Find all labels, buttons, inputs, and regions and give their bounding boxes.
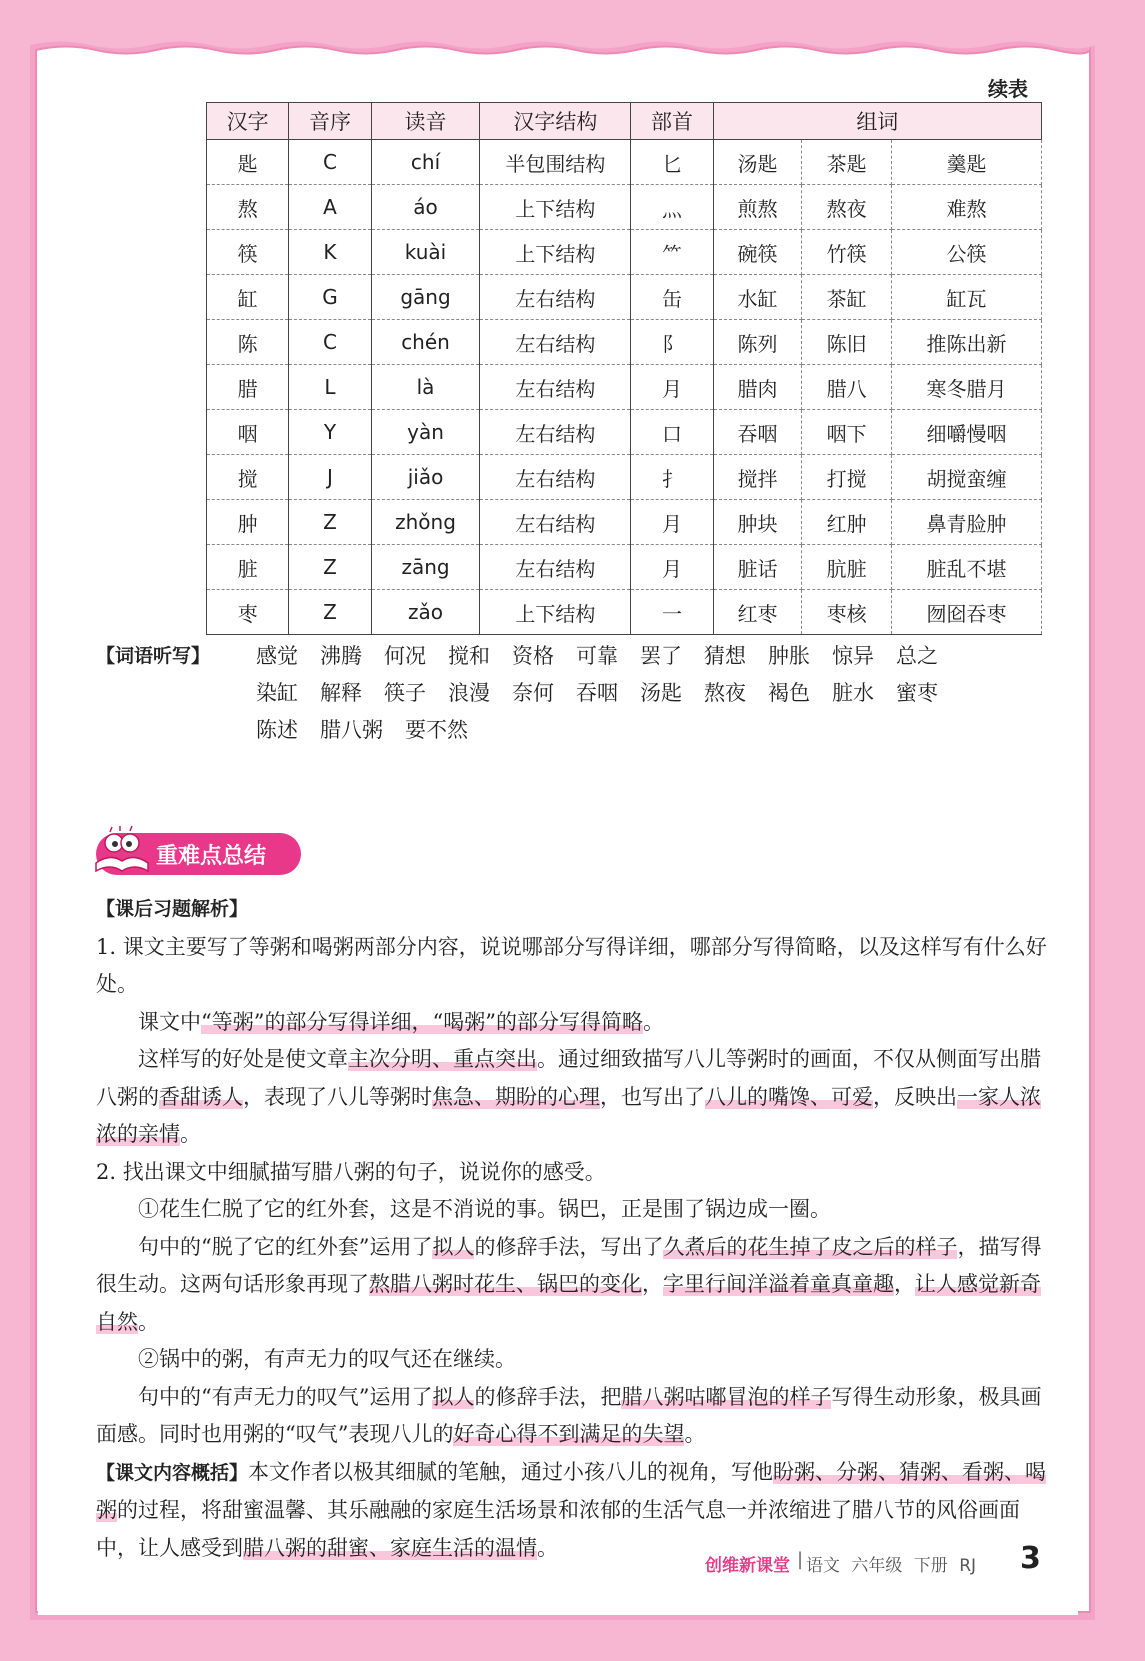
header-words: 组词 <box>713 103 1041 140</box>
table-header-row <box>207 103 1042 140</box>
dictation-word: 陈述 <box>256 718 298 742</box>
header-structure: 汉字结构 <box>480 103 631 140</box>
cell-radical: 匕 <box>631 140 713 185</box>
dictation-word: 惊异 <box>832 644 874 668</box>
highlight-run: 让人感觉新奇自然 <box>96 1272 1041 1334</box>
text-run: 。 <box>138 1309 159 1334</box>
cell-word: 寒冬腊月 <box>892 365 1042 410</box>
cell-radical: 扌 <box>631 455 713 500</box>
sentence-1: ①花生仁脱了它的红外套，这是不消说的事。锅巴，正是围了锅边成一圈。 <box>138 1197 831 1221</box>
dictation-row <box>256 675 960 712</box>
header-radical: 部首 <box>631 103 713 140</box>
text-run: 的过程，将甜蜜温馨、其乐融融的家庭生活场景和浓郁的生活气息一并浓缩进了腊八节的风俗画面中，让人感受到 <box>96 1498 1020 1560</box>
table-row <box>207 275 1042 320</box>
question-2: 2. 找出课文中细腻描写腊八粥的句子，说说你的感受。 <box>96 1159 606 1184</box>
dictation-word: 蜜枣 <box>896 681 938 705</box>
footer-info: 语文 六年级 下册 RJ <box>806 1556 977 1576</box>
cell-word: 囫囵吞枣 <box>892 590 1042 635</box>
header-index: 音序 <box>289 103 371 140</box>
text-run: 这样写的好处是使文章 <box>138 1047 348 1071</box>
highlight-run: 一家人浓浓的亲情 <box>96 1084 1041 1146</box>
text-run: ， <box>642 1272 663 1296</box>
cell-word: 茶匙 <box>802 140 892 185</box>
text-run: 。 <box>642 1009 664 1034</box>
text-run: 句中的“脱了它的红外套”运用了 <box>138 1234 433 1259</box>
text-run: 写得生动形象，极具画面感。同时也用粥的“叹气”表现八儿的 <box>96 1384 1042 1446</box>
cell-word: 水缸 <box>713 275 802 320</box>
cell-word: 鼻青脸肿 <box>892 500 1042 545</box>
character-table <box>206 102 1042 635</box>
table-row <box>207 455 1042 500</box>
cell-pinyin: jiǎo <box>371 455 480 500</box>
cell-radical: 月 <box>631 500 713 545</box>
cell-structure: 左右结构 <box>480 320 631 365</box>
cell-word: 陈列 <box>713 320 802 365</box>
table-body <box>207 140 1042 635</box>
header-pinyin: 读音 <box>371 103 480 140</box>
cell-word: 肿块 <box>713 500 802 545</box>
cell-structure: 半包围结构 <box>480 140 631 185</box>
text-run: ，也写出了 <box>600 1084 705 1109</box>
highlight-run: 熬腊八粥时花生、锅巴的变化 <box>369 1272 642 1296</box>
cell-word: 腊八 <box>802 365 892 410</box>
cell-char: 筷 <box>207 230 289 275</box>
table-row <box>207 590 1042 635</box>
cell-word: 陈旧 <box>802 320 892 365</box>
cell-structure: 左右结构 <box>480 455 631 500</box>
highlight-run: 拟人 <box>432 1234 475 1259</box>
table-row <box>207 410 1042 455</box>
table-row <box>207 230 1042 275</box>
cell-word: 胡搅蛮缠 <box>892 455 1042 500</box>
cell-word: 细嚼慢咽 <box>892 410 1042 455</box>
table-row <box>207 320 1042 365</box>
dictation-words <box>256 638 960 749</box>
text-run: 的修辞手法，写出了 <box>474 1234 664 1259</box>
table-row <box>207 545 1042 590</box>
cell-index: K <box>289 230 371 275</box>
cell-pinyin: chí <box>371 140 480 185</box>
cell-index: Z <box>289 500 371 545</box>
text-run: 。通过细致描写八儿等粥时的画面，不仅从侧面写出腊八粥的 <box>96 1047 1041 1109</box>
cell-index: C <box>289 320 371 365</box>
text-run: ，描写得很生动。这两句话形象再现了 <box>96 1234 1042 1296</box>
table-row <box>207 185 1042 230</box>
dictation-word: 感觉 <box>256 644 298 668</box>
cell-char: 熬 <box>207 185 289 230</box>
header-char: 汉字 <box>207 103 289 140</box>
cell-radical: 口 <box>631 410 713 455</box>
cell-pinyin: zhǒng <box>371 500 480 545</box>
cell-word: 汤匙 <box>713 140 802 185</box>
dictation-word: 资格 <box>512 644 554 668</box>
cell-pinyin: yàn <box>371 410 480 455</box>
cell-word: 吞咽 <box>713 410 802 455</box>
cell-word: 公筷 <box>892 230 1042 275</box>
text-run: 本文作者以极其细腻的笔触，通过小孩八儿的视角，写他 <box>248 1459 774 1484</box>
highlight-run: 拟人 <box>432 1384 475 1409</box>
cell-char: 肿 <box>207 500 289 545</box>
highlight-run: 字里行间洋溢着童真童趣 <box>663 1272 894 1296</box>
cell-char: 咽 <box>207 410 289 455</box>
cell-word: 茶缸 <box>802 275 892 320</box>
highlight-run: 好奇心得不到满足的失望 <box>453 1422 685 1446</box>
text-run: ， <box>894 1272 915 1296</box>
cell-word: 枣核 <box>802 590 892 635</box>
cell-index: G <box>289 275 371 320</box>
cell-word: 腊肉 <box>713 365 802 410</box>
exercise-label: 【课后习题解析】 <box>96 898 249 920</box>
cell-index: Z <box>289 590 371 635</box>
cell-pinyin: áo <box>371 185 480 230</box>
text-run: 。 <box>684 1422 706 1446</box>
highlight-run: 久煮后的花生掉了皮之后的样子 <box>663 1234 958 1259</box>
cell-word: 推陈出新 <box>892 320 1042 365</box>
text-run: ，表现了八儿等粥时 <box>243 1084 432 1109</box>
dictation-word: 汤匙 <box>640 681 682 705</box>
cell-word: 肮脏 <box>802 545 892 590</box>
cell-index: Z <box>289 545 371 590</box>
dictation-row <box>256 638 960 675</box>
cell-pinyin: chén <box>371 320 480 365</box>
footer-separator: | <box>797 1549 804 1570</box>
answer-1a <box>96 1004 1048 1042</box>
dictation-word: 浪漫 <box>448 681 490 705</box>
cell-word: 碗筷 <box>713 230 802 275</box>
cell-word: 脏话 <box>713 545 802 590</box>
cell-pinyin: zāng <box>371 545 480 590</box>
dictation-word: 猜想 <box>704 644 746 668</box>
cell-pinyin: là <box>371 365 480 410</box>
text-run: ，反映出 <box>873 1084 957 1109</box>
dictation-word: 熬夜 <box>704 681 746 705</box>
summary-label: 【课文内容概括】 <box>96 1461 249 1484</box>
dictation-row <box>256 712 960 749</box>
cell-radical: 灬 <box>631 185 713 230</box>
main-content <box>96 890 1048 1567</box>
table-row <box>207 365 1042 410</box>
cell-word: 咽下 <box>802 410 892 455</box>
cell-index: L <box>289 365 371 410</box>
cell-structure: 上下结构 <box>480 230 631 275</box>
dictation-word: 总之 <box>896 644 938 668</box>
dictation-word: 筷子 <box>384 681 426 705</box>
dictation-word: 搅和 <box>448 644 490 668</box>
cell-pinyin: kuài <box>371 230 480 275</box>
highlight-run: 盼粥、分粥、猜粥、看粥、喝粥 <box>96 1459 1047 1522</box>
dictation-word: 沸腾 <box>320 644 362 668</box>
cell-pinyin: gāng <box>371 275 480 320</box>
cell-structure: 左右结构 <box>480 275 631 320</box>
dictation-word: 脏水 <box>832 681 874 705</box>
cell-radical: 缶 <box>631 275 713 320</box>
cell-char: 陈 <box>207 320 289 365</box>
cell-word: 红枣 <box>713 590 802 635</box>
cell-structure: 左右结构 <box>480 545 631 590</box>
cell-char: 枣 <box>207 590 289 635</box>
cell-structure: 上下结构 <box>480 185 631 230</box>
cell-pinyin: zǎo <box>371 590 480 635</box>
cell-index: J <box>289 455 371 500</box>
table-row <box>207 140 1042 185</box>
cell-word: 脏乱不堪 <box>892 545 1042 590</box>
highlight-run: 香甜诱人 <box>159 1084 243 1109</box>
dictation-word: 吞咽 <box>576 681 618 705</box>
text-run: 的修辞手法，把 <box>474 1384 622 1409</box>
cell-radical: ⺮ <box>631 230 713 275</box>
cell-structure: 上下结构 <box>480 590 631 635</box>
cell-char: 缸 <box>207 275 289 320</box>
cell-radical: 月 <box>631 545 713 590</box>
dictation-word: 染缸 <box>256 681 298 705</box>
cell-structure: 左右结构 <box>480 410 631 455</box>
dictation-word: 何况 <box>384 644 426 668</box>
text-run: 课文中 <box>138 1009 201 1034</box>
cell-structure: 左右结构 <box>480 365 631 410</box>
dictation-word: 解释 <box>320 681 362 705</box>
answer-1b <box>96 1041 1048 1154</box>
cell-word: 熬夜 <box>802 185 892 230</box>
highlight-run: 腊八粥的甜蜜、家庭生活的温情 <box>243 1535 537 1560</box>
dictation-word: 奈何 <box>512 681 554 705</box>
highlight-run: “等粥”的部分写得详细，“喝粥”的部分写得简略 <box>201 1009 643 1034</box>
dictation-word: 要不然 <box>405 718 468 742</box>
table-row <box>207 500 1042 545</box>
cell-index: A <box>289 185 371 230</box>
text-run: 句中的“有声无力的叹气”运用了 <box>138 1384 433 1409</box>
cell-char: 腊 <box>207 365 289 410</box>
cell-structure: 左右结构 <box>480 500 631 545</box>
highlight-run: 腊八粥咕嘟冒泡的样子 <box>621 1384 832 1409</box>
footer-brand: 创维新课堂 <box>705 1556 790 1576</box>
cell-word: 竹筷 <box>802 230 892 275</box>
page-sheet <box>38 55 1078 1615</box>
dictation-word: 罢了 <box>640 644 682 668</box>
continued-label: 续表 <box>988 77 1028 101</box>
cell-word: 羹匙 <box>892 140 1042 185</box>
cell-word: 煎熬 <box>713 185 802 230</box>
highlight-run: 八儿的嘴馋、可爱 <box>705 1084 873 1109</box>
cell-char: 搅 <box>207 455 289 500</box>
cell-index: C <box>289 140 371 185</box>
sentence-2: ②锅中的粥，有声无力的叹气还在继续。 <box>138 1347 516 1371</box>
cell-word: 搅拌 <box>713 455 802 500</box>
highlight-run: 主次分明、重点突出 <box>348 1047 537 1071</box>
page-footer <box>0 1541 1145 1577</box>
dictation-word: 可靠 <box>576 644 618 668</box>
cell-index: Y <box>289 410 371 455</box>
dictation-label: 【词语听写】 <box>96 645 211 667</box>
page-number: 3 <box>1020 1541 1041 1576</box>
highlight-run: 焦急、期盼的心理 <box>432 1084 600 1109</box>
cell-word: 红肿 <box>802 500 892 545</box>
cell-char: 脏 <box>207 545 289 590</box>
answer-2b <box>96 1379 1048 1454</box>
dictation-word: 褐色 <box>768 681 810 705</box>
cell-char: 匙 <box>207 140 289 185</box>
cell-radical: 一 <box>631 590 713 635</box>
cell-radical: 月 <box>631 365 713 410</box>
book-mascot-icon <box>90 825 154 879</box>
cell-word: 打搅 <box>802 455 892 500</box>
cell-word: 难熬 <box>892 185 1042 230</box>
text-run: 。 <box>537 1535 558 1560</box>
text-run: 。 <box>180 1122 201 1146</box>
cell-radical: 阝 <box>631 320 713 365</box>
section-banner <box>96 833 301 875</box>
section-title: 重难点总结 <box>156 844 267 869</box>
question-1: 1. 课文主要写了等粥和喝粥两部分内容，说说哪部分写得详细，哪部分写得简略，以及这样写有什么好处。 <box>96 934 1047 996</box>
dictation-word: 腊八粥 <box>320 718 383 742</box>
dictation-word: 肿胀 <box>768 644 810 668</box>
cell-word: 缸瓦 <box>892 275 1042 320</box>
answer-2a <box>96 1229 1048 1342</box>
